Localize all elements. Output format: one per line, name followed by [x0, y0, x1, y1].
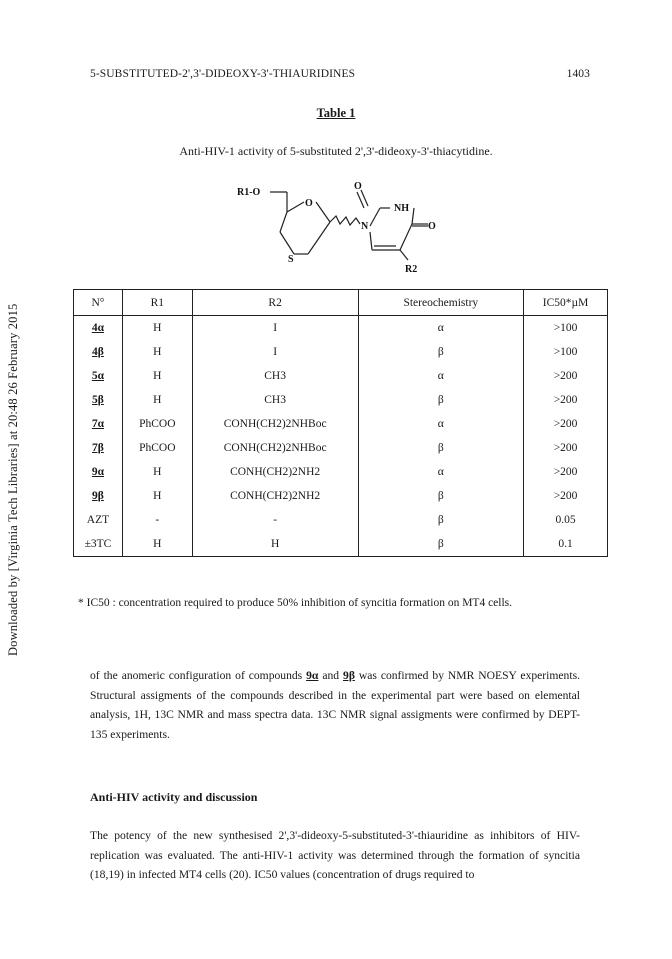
- compound-id-cell: 7β: [74, 436, 123, 460]
- r1-cell: H: [122, 340, 192, 364]
- r2-cell: I: [192, 340, 358, 364]
- ic50-cell: >200: [524, 412, 608, 436]
- paragraph-activity: The potency of the new synthesised 2',3'-dideoxy-5-substituted-3'-thiauridine as inhibitors of HIV-replication was evaluated. The anti-HIV-1 activity was determined through the formation of syncitia (18,19) in infected MT4 cells (20). IC50 values (concentration of drugs required to: [90, 829, 580, 882]
- ring-o-label: O: [305, 198, 313, 209]
- compound-id-cell: 7α: [74, 412, 123, 436]
- stereochemistry-cell: α: [358, 316, 524, 341]
- compound-id-cell: 9α: [74, 460, 123, 484]
- r2-cell: I: [192, 316, 358, 341]
- header-r2: R2: [192, 290, 358, 316]
- table-row: [74, 316, 608, 341]
- compound-id-cell: 4α: [74, 316, 123, 341]
- table-header-row: [74, 290, 608, 316]
- table-footnote: * IC50 : concentration required to produce 50% inhibition of syncitia formation on MT4 cells.: [78, 597, 513, 609]
- paragraph-text: was confirmed by NMR NOESY experiments. Structural assigments of the compounds described in the experimental part were based on elemental analysis,: [90, 669, 580, 722]
- r2-cell: H: [192, 532, 358, 557]
- o-right-label: O: [428, 221, 436, 232]
- r1-cell: PhCOO: [122, 412, 192, 436]
- paragraph-text: of the anomeric configuration of compounds: [90, 669, 307, 682]
- table-row: [74, 340, 608, 364]
- compound-id-cell: AZT: [74, 508, 123, 532]
- table-body: [74, 316, 608, 557]
- r2-cell: CH3: [192, 388, 358, 412]
- table-caption: Anti-HIV-1 activity of 5-substituted 2',3'-dideoxy-3'-thiacytidine.: [179, 144, 493, 158]
- stereochemistry-cell: β: [358, 484, 524, 508]
- table-row: [74, 388, 608, 412]
- r1-cell: H: [122, 364, 192, 388]
- running-header: [90, 68, 590, 80]
- table-title: Table 1: [316, 106, 356, 120]
- r1-cell: H: [122, 316, 192, 341]
- r2-cell: CONH(CH2)2NH2: [192, 460, 358, 484]
- r1-cell: H: [122, 388, 192, 412]
- ic50-cell: >200: [524, 436, 608, 460]
- ic50-cell: >200: [524, 388, 608, 412]
- running-title: 5-SUBSTITUTED-2',3'-DIDEOXY-3'-THIAURIDINES: [90, 68, 356, 80]
- ic50-cell: >200: [524, 460, 608, 484]
- header-ic50: IC50*µM: [524, 290, 608, 316]
- ic50-cell: >100: [524, 340, 608, 364]
- paragraph-text: and: [318, 669, 344, 682]
- table-row: [74, 508, 608, 532]
- header-no: N°: [74, 290, 123, 316]
- chemical-structure: [232, 180, 452, 278]
- table-row: [74, 412, 608, 436]
- compound-id-cell: 9β: [74, 484, 123, 508]
- ic50-cell: 0.1: [524, 532, 608, 557]
- ic50-cell: >200: [524, 484, 608, 508]
- table-row: [74, 436, 608, 460]
- table-row: [74, 364, 608, 388]
- nh-label: NH: [394, 203, 409, 214]
- paragraph-nmr: [90, 666, 580, 744]
- stereochemistry-cell: β: [358, 532, 524, 557]
- r2-cell: CONH(CH2)2NHBoc: [192, 412, 358, 436]
- stereochemistry-cell: β: [358, 388, 524, 412]
- compound-ref: 9β: [343, 669, 355, 682]
- header-stereochemistry: Stereochemistry: [358, 290, 524, 316]
- table-row: [74, 484, 608, 508]
- ic50-cell: >100: [524, 316, 608, 341]
- r1-cell: PhCOO: [122, 436, 192, 460]
- paragraph-text: 1H, 13C NMR and mass spectra data. 13C NMR signal assigments were confirmed by DEPT-135 experiments.: [90, 708, 580, 741]
- compound-id-cell: 5α: [74, 364, 123, 388]
- stereochemistry-cell: β: [358, 508, 524, 532]
- r2-cell: -: [192, 508, 358, 532]
- r1-label: R1-O: [237, 187, 261, 198]
- stereochemistry-cell: α: [358, 412, 524, 436]
- ic50-cell: >200: [524, 364, 608, 388]
- ic50-cell: 0.05: [524, 508, 608, 532]
- compound-ref: 9α: [306, 669, 319, 682]
- r1-cell: -: [122, 508, 192, 532]
- compound-id-cell: ±3TC: [74, 532, 123, 557]
- stereochemistry-cell: β: [358, 436, 524, 460]
- download-note: Downloaded by [Virginia Tech Libraries] at 20:48 26 February 2015: [6, 303, 20, 656]
- header-r1: R1: [122, 290, 192, 316]
- r2-cell: CH3: [192, 364, 358, 388]
- table-row: [74, 532, 608, 557]
- section-heading: Anti-HIV activity and discussion: [90, 790, 258, 804]
- compound-id-cell: 4β: [74, 340, 123, 364]
- table-row: [74, 460, 608, 484]
- stereochemistry-cell: α: [358, 460, 524, 484]
- stereochemistry-cell: β: [358, 340, 524, 364]
- ring-s-label: S: [288, 254, 294, 265]
- stereochemistry-cell: α: [358, 364, 524, 388]
- n-label: N: [361, 221, 369, 232]
- activity-table: [73, 289, 608, 557]
- r1-cell: H: [122, 532, 192, 557]
- r2-label: R2: [405, 264, 418, 275]
- r1-cell: H: [122, 484, 192, 508]
- page-number: 1403: [566, 68, 590, 80]
- r2-cell: CONH(CH2)2NHBoc: [192, 436, 358, 460]
- r1-cell: H: [122, 460, 192, 484]
- o-top-label: O: [354, 181, 362, 192]
- r2-cell: CONH(CH2)2NH2: [192, 484, 358, 508]
- compound-id-cell: 5β: [74, 388, 123, 412]
